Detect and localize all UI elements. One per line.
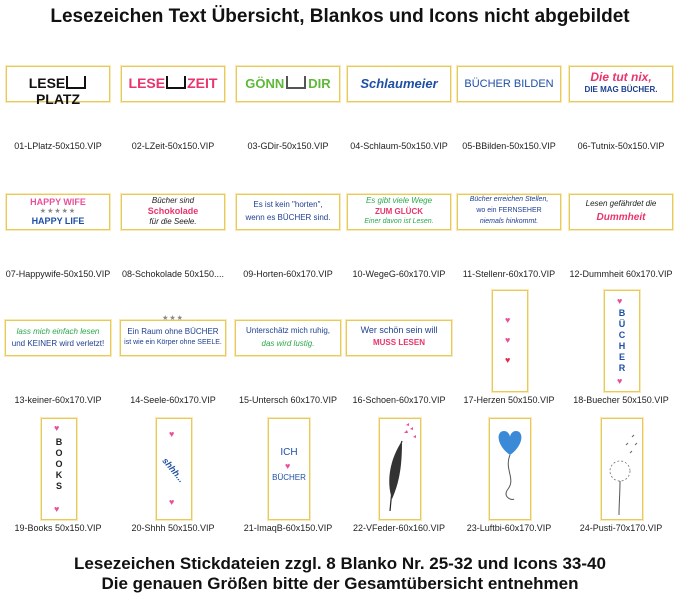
embroidery-text: HAPPY LIFE [31, 216, 85, 226]
embroidery-text: Einer davon ist Lesen. [364, 218, 434, 225]
bookmark-preview [379, 418, 421, 520]
embroidery-text: HAPPY WIFE [30, 197, 86, 207]
embroidery-text: ZEIT [187, 75, 218, 91]
embroidery-text: Bücher erreichen Stellen, [469, 196, 549, 203]
bookmark-preview [347, 194, 451, 230]
heart-balloon-icon [490, 419, 530, 519]
file-caption: 21-ImaqB-60x150.VIP [243, 523, 333, 533]
file-caption: 23-Luftbi-60x170.VIP [466, 523, 552, 533]
embroidery-text: Schlaumeier [360, 76, 438, 91]
bookmark-preview [489, 418, 531, 520]
embroidery-text: shhh... [160, 455, 187, 485]
heart-icon: ♥ [54, 423, 60, 433]
heart-icon: ♥ [617, 376, 623, 386]
bookmark-preview [121, 66, 225, 102]
bookmark-preview [457, 66, 561, 102]
heart-icon: ♥ [169, 429, 175, 439]
embroidery-text: Ein Raum ohne BÜCHER [127, 327, 219, 336]
bookmark-preview [235, 320, 341, 356]
file-caption: 24-Pusti-70x170.VIP [579, 523, 663, 533]
file-caption: 11-Stellenr-60x170.VIP [462, 269, 556, 279]
embroidery-text: LESE [128, 75, 166, 91]
heart-icon: ♥ [505, 355, 511, 365]
file-caption: 15-Untersch 60x170.VIP [238, 395, 338, 405]
embroidery-text: PLATZ [35, 91, 81, 107]
embroidery-text: BÜCHER BILDEN [464, 78, 554, 90]
bookmark-preview [5, 320, 111, 356]
bookmark-preview [604, 290, 640, 392]
file-caption: 18-Buecher 50x150.VIP [573, 395, 669, 405]
book-icon [66, 76, 86, 89]
bookmark-preview [346, 320, 452, 356]
footer-line-2: Die genauen Größen bitte der Gesamtübersicht entnehmen [101, 574, 579, 593]
embroidery-text: Dummheit [596, 212, 646, 223]
heart-icon: ♥ [617, 296, 623, 306]
heart-icon: ♥ [54, 504, 60, 514]
embroidery-text: und KEINER wird verletzt! [11, 339, 105, 348]
embroidery-text: DIR [308, 76, 331, 91]
heart-icon: ♥ [169, 497, 175, 507]
embroidery-text: lass mich einfach lesen [16, 327, 100, 336]
bookmark-preview [6, 66, 110, 107]
bookmark-preview [121, 194, 225, 230]
bookmark-preview [156, 418, 192, 520]
book-icon [166, 76, 186, 89]
book-icon [286, 76, 306, 89]
star-icon: ★★★ [162, 315, 184, 322]
heart-icon: ♥ [505, 335, 511, 345]
file-caption: 20-Shhh 50x150.VIP [131, 523, 215, 533]
embroidery-text: Die tut nix, [590, 70, 652, 84]
embroidery-text: Bücher sind [151, 196, 195, 205]
bookmark-preview [236, 66, 340, 102]
file-caption: 09-Horten-60x170.VIP [243, 269, 333, 279]
bookmark-preview [120, 315, 226, 356]
file-caption: 13-keiner-60x170.VIP [14, 395, 102, 405]
file-caption: 02-LZeit-50x150.VIP [131, 141, 215, 151]
bookmark-preview [569, 66, 673, 102]
file-caption: 19-Books 50x150.VIP [14, 523, 102, 533]
embroidery-text: Es gibt viele Wege [365, 196, 433, 205]
embroidery-text: MUSS LESEN [372, 338, 425, 347]
embroidery-text: Unterschätz mich ruhig, [245, 326, 331, 335]
dandelion-icon [602, 419, 642, 519]
heart-icon: ♥ [505, 315, 511, 325]
bookmark-preview [457, 194, 561, 230]
embroidery-text: ZUM GLÜCK [375, 207, 423, 216]
file-caption: 08-Schokolade 50x150.... [121, 269, 225, 279]
embroidery-text: LESE [28, 75, 66, 91]
file-caption: 22-VFeder-60x160.VIP [352, 523, 446, 533]
embroidery-text: BÜCHER [617, 308, 627, 374]
embroidery-text: wo ein FERNSEHER [476, 207, 542, 214]
footer-line-1: Lesezeichen Stickdateien zzgl. 8 Blanko Nr. 25-32 und Icons 33-40 [74, 554, 606, 573]
embroidery-text: BOOKS [54, 437, 64, 492]
embroidery-text: niemals hinkommt. [479, 218, 539, 225]
embroidery-text: ist wie ein Körper ohne SEELE. [124, 339, 222, 346]
file-caption: 10-WegeG-60x170.VIP [352, 269, 446, 279]
bookmark-preview [41, 418, 77, 520]
bookmark-preview [492, 290, 528, 392]
embroidery-text: Wer schön sein will [360, 325, 438, 335]
bookmark-preview [6, 194, 110, 230]
embroidery-text: wenn es BÜCHER sind. [245, 213, 331, 222]
file-caption: 05-BBilden-50x150.VIP [462, 141, 556, 151]
bookmark-preview [601, 418, 643, 520]
file-caption: 12-Dummheit 60x170.VIP [569, 269, 673, 279]
file-caption: 14-Seele-60x170.VIP [130, 395, 216, 405]
embroidery-text: ICH [280, 447, 298, 458]
bookmark-preview [236, 194, 340, 230]
feather-icon [380, 419, 420, 519]
embroidery-text: Es ist kein "horten", [253, 200, 323, 209]
embroidery-text: BÜCHER [272, 473, 306, 482]
bookmark-preview [569, 194, 673, 230]
embroidery-text: das wird lustig. [261, 339, 315, 348]
embroidery-text: DIE MAG BÜCHER. [584, 85, 658, 94]
page-title: Lesezeichen Text Übersicht, Blankos und Icons nicht abgebildet [50, 6, 630, 27]
file-caption: 07-Happywife-50x150.VIP [5, 269, 111, 279]
file-caption: 01-LPlatz-50x150.VIP [14, 141, 102, 151]
file-caption: 04-Schlaum-50x150.VIP [350, 141, 448, 151]
embroidery-text: Schokolade [147, 206, 199, 216]
heart-icon: ♥ [285, 461, 291, 471]
bookmark-preview [268, 418, 310, 520]
file-caption: 06-Tutnix-50x150.VIP [577, 141, 665, 151]
embroidery-text: für die Seele. [149, 217, 197, 226]
star-icon: ★★★★★ [39, 208, 77, 215]
embroidery-text: GÖNN [245, 76, 285, 91]
file-caption: 03-GDir-50x150.VIP [247, 141, 329, 151]
embroidery-text: Lesen gefährdet die [585, 199, 657, 208]
file-caption: 16-Schoen-60x170.VIP [352, 395, 446, 405]
file-caption: 17-Herzen 50x150.VIP [463, 395, 555, 405]
bookmark-preview [347, 66, 451, 102]
